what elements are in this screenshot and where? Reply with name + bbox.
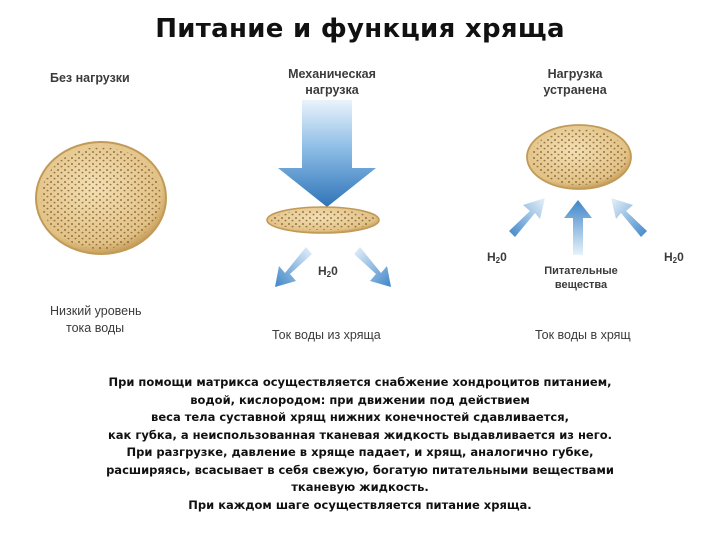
description-line: тканевую жидкость. — [291, 480, 429, 494]
description-line: При разгрузке, давление в хряще падает, и хрящ, аналогично губке, — [126, 445, 594, 459]
caption-water-out: Ток воды из хряща — [272, 328, 381, 342]
label-mechanical-load-line1: Механическая — [288, 67, 376, 81]
description-line: как губка, а неиспользованная тканевая жидкость выдавливается из него. — [107, 427, 613, 442]
h2o-label-right-left: $H_20$ — [487, 250, 507, 265]
water-out-arrow-right-icon — [354, 247, 391, 287]
caption-water-in: Ток воды в хрящ — [535, 328, 631, 342]
description-line: веса тела суставной хрящ нижних конечностей сдавливается, — [151, 410, 569, 424]
water-in-arrow-right-icon — [611, 198, 647, 237]
caption-low-flow-line2: тока воды — [66, 321, 125, 335]
caption-low-flow-line1: Низкий уровень — [50, 304, 142, 318]
label-nutrients-line1: Питательные — [544, 265, 618, 277]
description-paragraph — [60, 374, 660, 514]
cartilage-unloaded — [36, 142, 166, 254]
h2o-label-right-right: $H_20$ — [664, 250, 684, 265]
description-line: При каждом шаге осуществляется питание хряща. — [188, 497, 532, 512]
page-title: Питание и функция хряща — [155, 14, 565, 44]
water-in-arrow-left-icon — [509, 198, 545, 237]
label-no-load: Без нагрузки — [50, 71, 130, 85]
description-line: расширяясь, всасывает в себя свежую, богатую питательными веществами — [106, 462, 614, 477]
cartilage-restored — [527, 125, 631, 189]
description-line: При помощи матрикса осуществляется снабжение хондроцитов питанием, — [108, 375, 612, 389]
load-arrow-icon — [278, 100, 376, 207]
h2o-label-middle: $H_20$ — [318, 264, 338, 279]
label-nutrients-line2: вещества — [554, 279, 608, 291]
water-out-arrow-left-icon — [275, 247, 312, 287]
label-load-removed-line2: устранена — [543, 83, 607, 97]
description-line: водой, кислородом: при движении под действием — [190, 392, 530, 407]
label-load-removed-line1: Нагрузка — [547, 67, 603, 81]
nutrient-in-arrow-icon — [564, 200, 592, 255]
cartilage-compressed — [267, 207, 379, 233]
label-mechanical-load-line2: нагрузка — [305, 83, 359, 97]
